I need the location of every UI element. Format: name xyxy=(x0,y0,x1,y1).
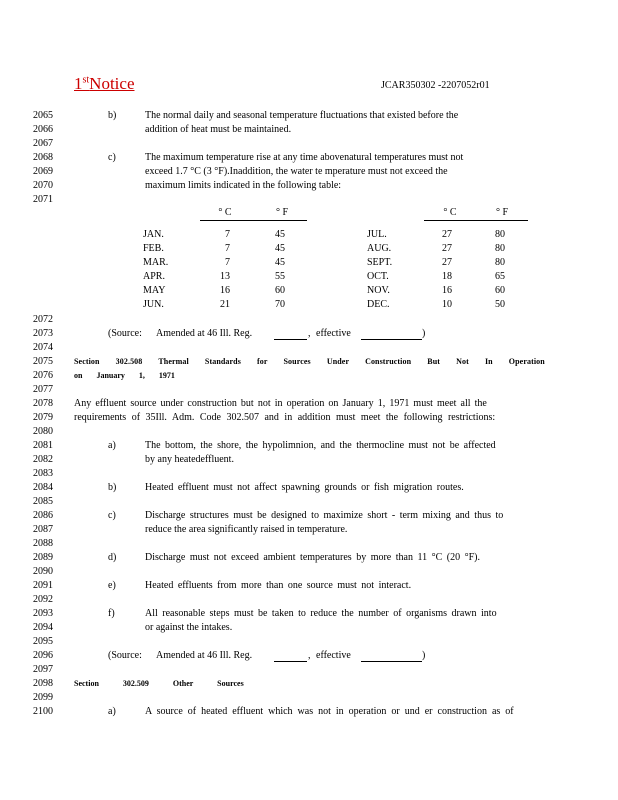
para-a-line: A source of heated effluent which was not in operation or und er construction as of xyxy=(145,706,514,717)
close-paren: ) xyxy=(422,650,426,661)
source-text: Amended at 46 Ill. Reg. xyxy=(156,328,253,339)
line-number: 2072 xyxy=(33,314,53,325)
item-b-label: b) xyxy=(108,482,117,493)
line-number: 2100 xyxy=(33,706,53,717)
source-label: (Source: xyxy=(108,328,142,339)
effective-label: effective xyxy=(316,650,351,661)
source-label: (Source: xyxy=(108,650,142,661)
table-celsius: 13 xyxy=(220,271,230,282)
table-month: SEPT. xyxy=(367,257,393,268)
line-number: 2087 xyxy=(33,524,53,535)
item-c-line: reduce the area significantly raised in temperature. xyxy=(145,524,348,535)
line-number: 2083 xyxy=(33,468,53,479)
line-number: 2068 xyxy=(33,152,53,163)
item-f-line: or against the intakes. xyxy=(145,622,233,633)
line-number: 2097 xyxy=(33,664,53,675)
line-number: 2086 xyxy=(33,510,53,521)
line-number: 2098 xyxy=(33,678,53,689)
effective-label: effective xyxy=(316,328,351,339)
line-number: 2073 xyxy=(33,328,53,339)
table-celsius: 21 xyxy=(220,299,230,310)
line-number: 2074 xyxy=(33,342,53,353)
table-celsius: 7 xyxy=(225,257,230,268)
item-b-line: Heated effluent must not affect spawning grounds or fish migration routes. xyxy=(145,482,464,493)
table-celsius: 27 xyxy=(442,257,452,268)
line-number: 2092 xyxy=(33,594,53,605)
table-month: JUN. xyxy=(143,299,164,310)
unit-celsius-header: ° C xyxy=(443,207,457,218)
line-number: 2081 xyxy=(33,440,53,451)
line-number: 2067 xyxy=(33,138,53,149)
para-b-label: b) xyxy=(108,110,117,121)
line-number: 2089 xyxy=(33,552,53,563)
header-underline xyxy=(200,220,307,221)
para-b-line: addition of heat must be maintained. xyxy=(145,124,292,135)
table-fahrenheit: 55 xyxy=(275,271,285,282)
para-c-line: exceed 1.7 °C (3 °F).Inaddition, the water te mperature must not exceed the xyxy=(145,166,448,177)
item-a-label: a) xyxy=(108,440,116,451)
item-c-label: c) xyxy=(108,510,116,521)
line-number: 2079 xyxy=(33,412,53,423)
table-month: NOV. xyxy=(367,285,390,296)
table-fahrenheit: 45 xyxy=(275,229,285,240)
table-fahrenheit: 80 xyxy=(495,257,505,268)
table-month: JAN. xyxy=(143,229,164,240)
table-month: DEC. xyxy=(367,299,390,310)
table-month: OCT. xyxy=(367,271,389,282)
table-month: APR. xyxy=(143,271,165,282)
para-b-line: The normal daily and seasonal temperature fluctuations that existed before the xyxy=(145,110,459,121)
reg-blank xyxy=(274,339,307,340)
item-a-line: by any heatedeffluent. xyxy=(145,454,234,465)
item-e-label: e) xyxy=(108,580,116,591)
table-month: JUL. xyxy=(367,229,387,240)
item-a-line: The bottom, the shore, the hypolimnion, and the thermocline must not be affected xyxy=(145,440,496,451)
table-celsius: 27 xyxy=(442,229,452,240)
line-number: 2099 xyxy=(33,692,53,703)
line-number: 2069 xyxy=(33,166,53,177)
table-fahrenheit: 50 xyxy=(495,299,505,310)
table-fahrenheit: 45 xyxy=(275,243,285,254)
intro-line: Any effluent source under construction but not in operation on January 1, 1971 must meet all the xyxy=(74,398,487,409)
line-number: 2091 xyxy=(33,580,53,591)
table-fahrenheit: 70 xyxy=(275,299,285,310)
header-underline xyxy=(424,220,528,221)
para-c-line: maximum limits indicated in the following table: xyxy=(145,180,342,191)
table-month: MAY xyxy=(143,285,166,296)
line-number: 2082 xyxy=(33,454,53,465)
item-e-line: Heated effluents from more than one source must not interact. xyxy=(145,580,412,591)
table-celsius: 7 xyxy=(225,229,230,240)
item-f-line: All reasonable steps must be taken to reduce the number of organisms drawn into xyxy=(145,608,497,619)
line-number: 2077 xyxy=(33,384,53,395)
line-number: 2066 xyxy=(33,124,53,135)
close-paren: ) xyxy=(422,328,426,339)
table-fahrenheit: 80 xyxy=(495,243,505,254)
line-number: 2088 xyxy=(33,538,53,549)
intro-line: requirements of 35Ill. Adm. Code 302.507 and in addition must meet the following restrictions: xyxy=(74,412,496,423)
line-number: 2095 xyxy=(33,636,53,647)
comma: , xyxy=(308,328,311,339)
notice-ordinal: st xyxy=(82,74,90,86)
table-celsius: 27 xyxy=(442,243,452,254)
effective-blank xyxy=(361,661,422,662)
section-508-heading-cont: on January 1, 1971 xyxy=(74,371,175,380)
table-celsius: 7 xyxy=(225,243,230,254)
source-text: Amended at 46 Ill. Reg. xyxy=(156,650,253,661)
line-number: 2093 xyxy=(33,608,53,619)
table-celsius: 10 xyxy=(442,299,452,310)
unit-fahrenheit-header: ° F xyxy=(495,207,509,218)
reg-blank xyxy=(274,661,307,662)
notice-label: Notice xyxy=(89,74,135,93)
notice-heading xyxy=(74,74,135,94)
line-number: 2094 xyxy=(33,622,53,633)
line-number: 2065 xyxy=(33,110,53,121)
section-509-heading: Section 302.509 Other Sources xyxy=(74,679,244,688)
comma: , xyxy=(308,650,311,661)
para-a-label: a) xyxy=(108,706,116,717)
item-d-line: Discharge must not exceed ambient temperatures by more than 11 °C (20 °F). xyxy=(145,552,480,563)
table-fahrenheit: 60 xyxy=(495,285,505,296)
table-celsius: 16 xyxy=(442,285,452,296)
line-number: 2085 xyxy=(33,496,53,507)
jcar-code: JCAR350302 -2207052r01 xyxy=(381,80,490,91)
table-fahrenheit: 45 xyxy=(275,257,285,268)
table-celsius: 18 xyxy=(442,271,452,282)
line-number: 2071 xyxy=(33,194,53,205)
line-number: 2080 xyxy=(33,426,53,437)
line-number: 2084 xyxy=(33,482,53,493)
table-fahrenheit: 65 xyxy=(495,271,505,282)
section-508-heading: Section 302.508 Thermal Standards for Sources Under Construction But Not In Operation xyxy=(74,357,545,366)
table-month: AUG. xyxy=(367,243,392,254)
unit-fahrenheit-header: ° F xyxy=(275,207,289,218)
notice-number: 1 xyxy=(74,74,83,93)
para-c-line: The maximum temperature rise at any time abovenatural temperatures must not xyxy=(145,152,464,163)
para-c-label: c) xyxy=(108,152,116,163)
effective-blank xyxy=(361,339,422,340)
line-number: 2075 xyxy=(33,356,53,367)
table-fahrenheit: 80 xyxy=(495,229,505,240)
line-number: 2090 xyxy=(33,566,53,577)
line-number: 2070 xyxy=(33,180,53,191)
line-number: 2076 xyxy=(33,370,53,381)
table-month: FEB. xyxy=(143,243,164,254)
table-month: MAR. xyxy=(143,257,169,268)
table-celsius: 16 xyxy=(220,285,230,296)
item-d-label: d) xyxy=(108,552,117,563)
line-number: 2078 xyxy=(33,398,53,409)
unit-celsius-header: ° C xyxy=(218,207,232,218)
table-fahrenheit: 60 xyxy=(275,285,285,296)
line-number: 2096 xyxy=(33,650,53,661)
item-f-label: f) xyxy=(108,608,115,619)
item-c-line: Discharge structures must be designed to maximize short - term mixing and thus to xyxy=(145,510,504,521)
